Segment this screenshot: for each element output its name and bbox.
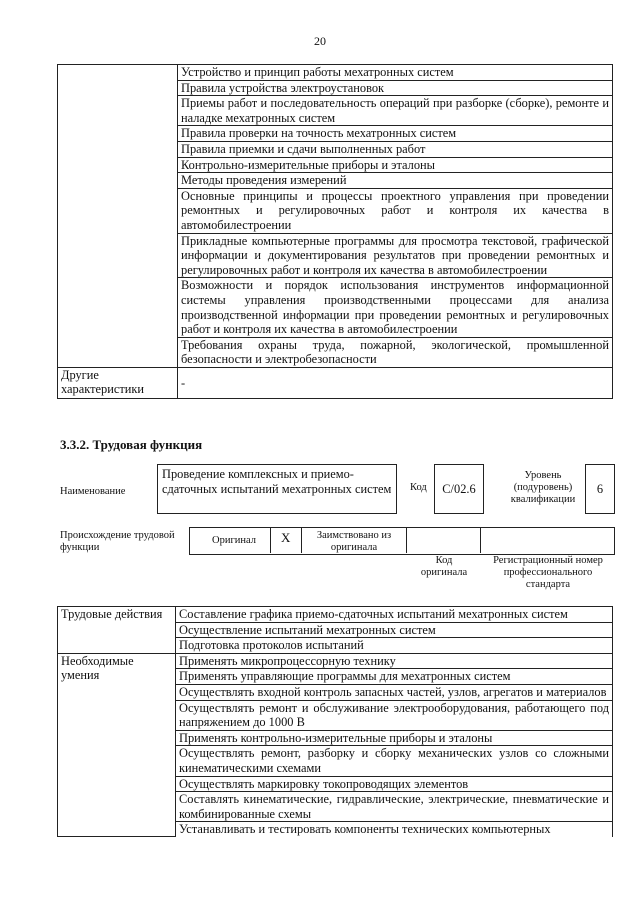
table-row [58, 607, 613, 623]
knowledge-item: Методы проведения измерений [178, 173, 613, 189]
knowledge-label-cell [58, 65, 178, 368]
function-table [57, 606, 613, 837]
knowledge-item: Контрольно-измерительные приборы и эталоны [178, 157, 613, 173]
skill-item: Осуществлять ремонт и обслуживание электрооборудования, работающего под напряжением до 1000 В [176, 700, 613, 730]
page-number: 20 [314, 34, 326, 48]
origin-divider [480, 527, 481, 553]
origin-divider [270, 527, 271, 553]
skills-label: Необходимые умения [58, 653, 176, 837]
knowledge-item: Правила проверки на точность мехатронных систем [178, 126, 613, 142]
skill-item: Устанавливать и тестировать компоненты технических компьютерных [176, 822, 613, 837]
code-original-label: Код оригинала [420, 555, 468, 578]
knowledge-item: Приемы работ и последовательность операций при разборке (сборке), ремонте и наладке мехатронных систем [178, 96, 613, 126]
borrowed-label: Заимствовано из оригинала [316, 530, 392, 553]
knowledge-table [57, 64, 613, 399]
skill-item: Осуществлять входной контроль запасных частей, узлов, агрегатов и материалов [176, 684, 613, 700]
skill-item: Осуществлять маркировку токопроводящих элементов [176, 776, 613, 792]
code-label: Код [410, 482, 427, 493]
skill-item: Применять контрольно-измерительные приборы и эталоны [176, 730, 613, 746]
knowledge-item: Устройство и принцип работы мехатронных систем [178, 65, 613, 81]
skill-item: Осуществлять ремонт, разборку и сборку механических узлов со сложными кинематическими схемами [176, 746, 613, 776]
knowledge-item: Возможности и порядок использования инструментов информационной системы управления производственными процессами для анализа производственной информации при проведении ремонтных и регулировочных работ и контроля их качества в автомобилестроении [178, 278, 613, 337]
reg-number-label: Регистрационный номер профессионального стандарта [493, 555, 603, 590]
name-label: Наименование [60, 486, 126, 497]
knowledge-item: Основные принципы и процессы проектного управления при проведении ремонтных и регулировочных работ и контроля их качества в автомобилестроении [178, 188, 613, 233]
code-value: C/02.6 [442, 482, 476, 496]
action-item: Составление графика приемо-сдаточных испытаний мехатронных систем [176, 607, 613, 623]
name-box [157, 464, 397, 514]
section-title: 3.3.2. Трудовая функция [60, 437, 203, 452]
knowledge-item: Правила устройства электроустановок [178, 80, 613, 96]
other-characteristics-value: - [178, 367, 613, 398]
other-characteristics-label: Другие характеристики [58, 367, 178, 398]
level-box [585, 464, 615, 514]
skill-item: Составлять кинематические, гидравлические, электрические, пневматические и комбинированные схемы [176, 792, 613, 822]
origin-divider [406, 527, 407, 553]
action-item: Осуществление испытаний мехатронных систем [176, 622, 613, 638]
actions-label: Трудовые действия [58, 607, 176, 654]
action-item: Подготовка протоколов испытаний [176, 638, 613, 654]
name-value: Проведение комплексных и приемо-сдаточных испытаний мехатронных систем [162, 467, 392, 496]
skill-item: Применять микропроцессорную технику [176, 653, 613, 669]
code-box [434, 464, 484, 514]
knowledge-item: Правила приемки и сдачи выполненных работ [178, 141, 613, 157]
origin-label: Происхождение трудовой функции [60, 530, 175, 553]
level-label: Уровень (подуровень) квалификации [510, 470, 576, 505]
table-row [58, 653, 613, 669]
level-value: 6 [596, 482, 604, 496]
table-row [58, 367, 613, 398]
knowledge-item: Требования охраны труда, пожарной, экологической, промышленной безопасности и электробезопасности [178, 337, 613, 367]
table-row [58, 65, 613, 81]
knowledge-item: Прикладные компьютерные программы для просмотра текстовой, графической информации и документирования результатов при проведении ремонтных и регулировочных работ и контроля их качества в автомобилестроении [178, 233, 613, 278]
original-mark: X [281, 530, 291, 545]
original-label: Оригинал [212, 535, 256, 546]
skill-item: Применять управляющие программы для мехатронных систем [176, 669, 613, 685]
